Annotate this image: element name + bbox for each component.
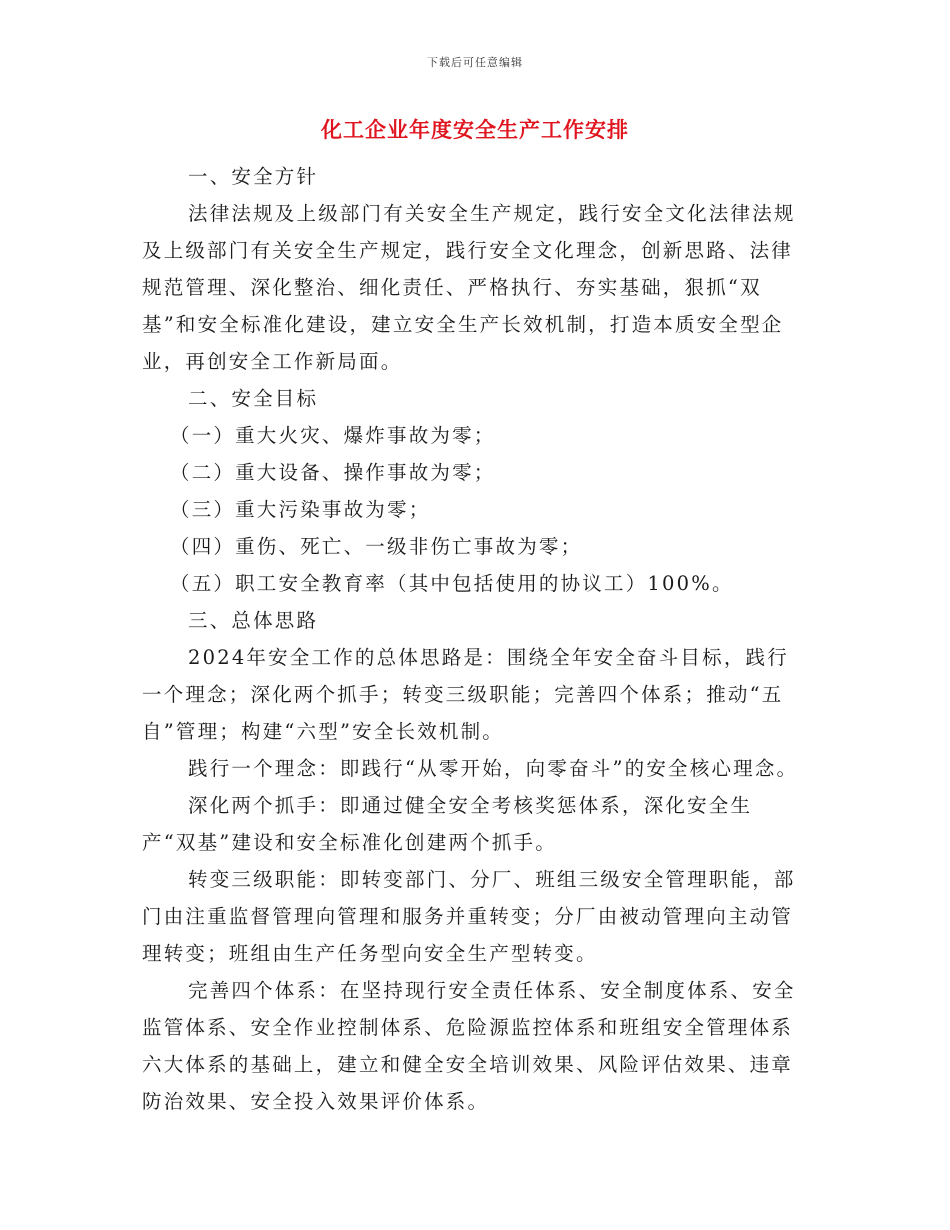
goal-item-3: （三）重大污染事故为零； xyxy=(170,498,431,521)
paragraph-two-handles: 深化两个抓手：即通过健全安全考核奖惩体系，深化安全生产“双基”建设和安全标准化创建两个抓手。 xyxy=(142,794,753,854)
goal-item-1: （一）重大火灾、爆炸事故为零； xyxy=(170,424,496,447)
goal-item-2: （二）重大设备、操作事故为零； xyxy=(170,461,496,484)
goal-item-5: （五）职工安全教育率（其中包括使用的协议工）100%。 xyxy=(170,572,734,595)
document-title: 化工企业年度安全生产工作安排 xyxy=(321,117,629,142)
header-note: 下载后可任意编辑 xyxy=(427,56,523,69)
document-body xyxy=(142,158,807,1120)
paragraph-four-systems: 完善四个体系：在坚持现行安全责任体系、安全制度体系、安全监管体系、安全作业控制体系、危险源监控体系和班组安全管理体系六大体系的基础上，建立和健全安全培训效果、风险评估效果、违章防治效果、安全投入效果评价体系。 xyxy=(142,979,796,1113)
goal-item-4: （四）重伤、死亡、一级非伤亡事故为零； xyxy=(170,535,583,558)
paragraph-one-concept: 践行一个理念：即践行“从零开始，向零奋斗”的安全核心理念。 xyxy=(188,757,799,780)
section-heading-policy: 一、安全方针 xyxy=(188,165,319,188)
section-heading-approach: 三、总体思路 xyxy=(188,609,319,632)
paragraph-three-functions: 转变三级职能：即转变部门、分厂、班组三级安全管理职能，部门由注重监督管理向管理和服务并重转变；分厂由被动管理向主动管理转变；班组由生产任务型向安全生产型转变。 xyxy=(142,868,796,965)
paragraph-policy: 法律法规及上级部门有关安全生产规定，践行安全文化法律法规及上级部门有关安全生产规定，践行安全文化理念，创新思路、法律规范管理、深化整治、细化责任、严格执行、夯实基础，狠抓“双基”和安全标准化建设，建立安全生产长效机制，打造本质安全型企业，再创安全工作新局面。 xyxy=(142,202,796,373)
section-heading-goals: 二、安全目标 xyxy=(188,387,319,410)
paragraph-overall-approach: 2024年安全工作的总体思路是：围绕全年安全奋斗目标，践行一个理念；深化两个抓手；转变三级职能；完善四个体系；推动“五自”管理；构建“六型”安全长效机制。 xyxy=(142,646,789,743)
